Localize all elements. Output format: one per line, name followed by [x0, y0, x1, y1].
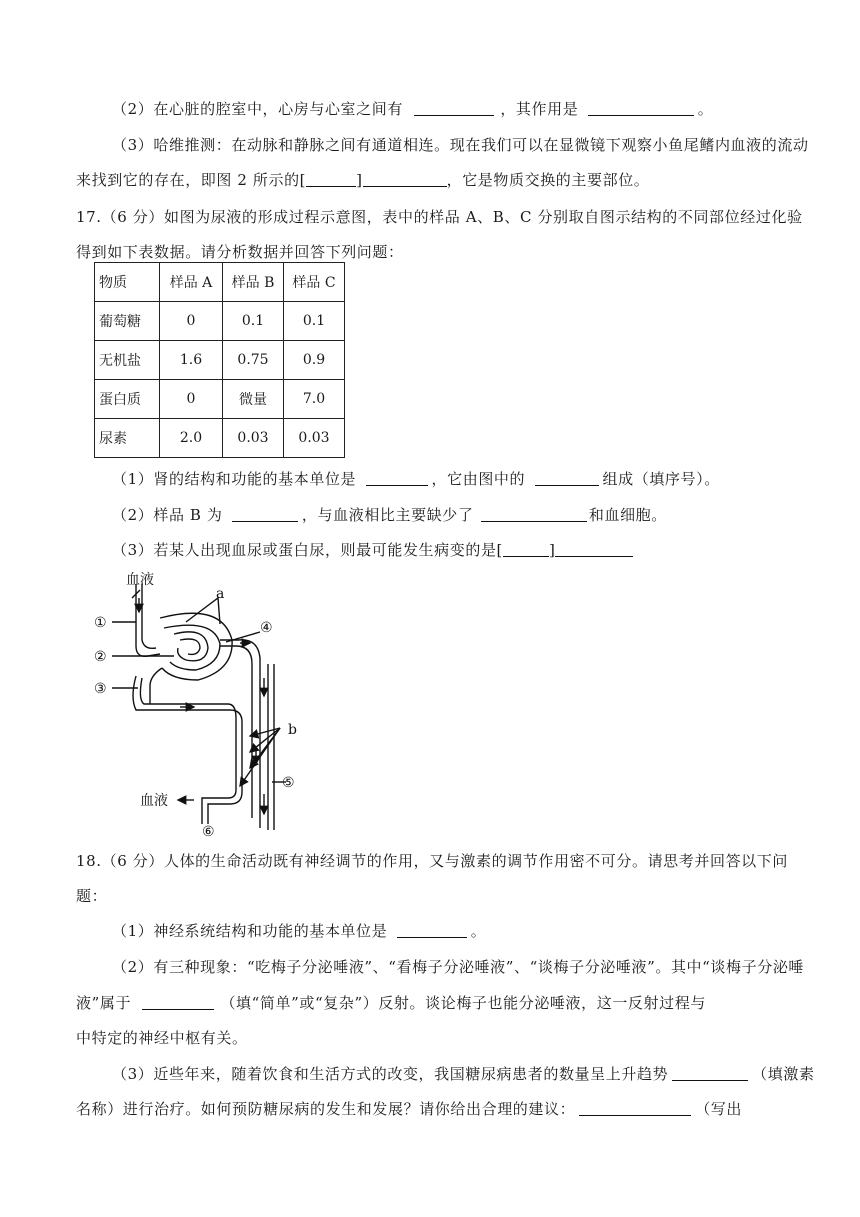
blood-in-label: 血液 — [126, 572, 154, 588]
afferent-vessel — [136, 584, 160, 656]
q18-part1: （1）神经系统结构和功能的基本单位是 。 — [112, 922, 487, 940]
label-3: ③ — [94, 681, 107, 697]
sample-data-table — [94, 262, 345, 458]
table-cell: 蛋白质 — [95, 380, 160, 419]
table-cell: 0.03 — [284, 419, 345, 458]
q16-part2: （2）在心脏的腔室中，心房与心室之间有 ，其作用是 。 — [112, 100, 714, 118]
q18-part2-line3: 中特定的神经中枢有关。 — [76, 1029, 248, 1047]
blood-out-label: 血液 — [140, 793, 168, 809]
answer-blank[interactable] — [397, 922, 467, 938]
label-6: ⑥ — [202, 824, 215, 840]
q16-part3-line2: 来找到它的存在，即图 2 所示的[ ] ，它是物质交换的主要部位。 — [76, 171, 650, 189]
table-header-cell: 物质 — [95, 263, 160, 302]
table-cell: 0.9 — [284, 341, 345, 380]
table-cell: 0.1 — [284, 302, 345, 341]
table-header-cell: 样品 B — [223, 263, 284, 302]
label-4: ④ — [260, 620, 273, 636]
answer-blank[interactable] — [481, 506, 587, 522]
answer-blank[interactable] — [306, 171, 356, 187]
table-cell: 0 — [160, 380, 223, 419]
answer-blank[interactable] — [579, 1100, 691, 1116]
glomerulus — [174, 632, 208, 661]
answer-blank[interactable] — [414, 100, 494, 116]
q17-intro-line1: 17.（6 分）如图为尿液的形成过程示意图，表中的样品 A、B、C 分别取自图示结构的不同部位经过化验 — [76, 208, 803, 226]
q18-part3-line1: （3）近些年来，随着饮食和生活方式的改变，我国糖尿病患者的数量呈上升趋势 （填激素 — [112, 1065, 815, 1083]
table-cell: 微量 — [223, 380, 284, 419]
table-header-cell: 样品 A — [160, 263, 223, 302]
nephron-diagram — [90, 568, 320, 840]
answer-blank[interactable] — [535, 470, 599, 486]
answer-blank[interactable] — [363, 171, 447, 187]
table-cell: 0.03 — [223, 419, 284, 458]
q17-part3: （3）若某人出现血尿或蛋白尿，则最可能发生病变的是[ ] — [112, 540, 633, 560]
q18-intro-line2: 题： — [76, 887, 108, 905]
table-cell: 7.0 — [284, 380, 345, 419]
label-a: a — [216, 586, 225, 602]
label-b: b — [288, 722, 297, 738]
q18-part2-line2: 液”属于 （填“简单”或“复杂”）反射。谈论梅子也能分泌唾液，这一反射过程与 — [76, 994, 706, 1012]
table-cell: 0.1 — [223, 302, 284, 341]
table-cell: 葡萄糖 — [95, 302, 160, 341]
answer-blank[interactable] — [672, 1065, 748, 1081]
q17-part1: （1）肾的结构和功能的基本单位是 ，它由图中的 组成（填序号）。 — [112, 470, 720, 488]
table-row — [95, 341, 345, 380]
table-cell: 1.6 — [160, 341, 223, 380]
q17-part2: （2）样品 B 为 ，与血液相比主要缺少了 和血细胞。 — [112, 506, 667, 524]
table-row — [95, 302, 345, 341]
table-header-cell: 样品 C — [284, 263, 345, 302]
answer-blank[interactable] — [232, 506, 298, 522]
q16-part3-line1: （3）哈维推测：在动脉和静脉之间有通道相连。现在我们可以在显微镜下观察小鱼尾鳍内血液的流动 — [112, 136, 809, 154]
label-2: ② — [94, 649, 107, 665]
table-cell: 0 — [160, 302, 223, 341]
table-row — [95, 419, 345, 458]
table-cell: 2.0 — [160, 419, 223, 458]
table-cell: 尿素 — [95, 419, 160, 458]
q18-part3-line2: 名称）进行治疗。如何预防糖尿病的发生和发展？请你给出合理的建议： （写出 — [76, 1100, 743, 1118]
answer-blank[interactable] — [555, 541, 633, 557]
answer-blank[interactable] — [366, 470, 428, 486]
table-header-row — [95, 263, 345, 302]
answer-blank[interactable] — [503, 541, 549, 557]
answer-blank[interactable] — [142, 994, 214, 1010]
table-cell: 0.75 — [223, 341, 284, 380]
q18-part2-line1: （2）有三种现象：“吃梅子分泌唾液”、“看梅子分泌唾液”、“谈梅子分泌唾液”。其中“谈梅子分泌唾 — [112, 958, 805, 976]
q17-intro-line2: 得到如下表数据。请分析数据并回答下列问题： — [76, 243, 404, 261]
label-1: ① — [94, 615, 107, 631]
table-cell: 无机盐 — [95, 341, 160, 380]
label-5: ⑤ — [282, 775, 295, 791]
table-row — [95, 380, 345, 419]
answer-blank[interactable] — [588, 100, 694, 116]
q18-intro-line1: 18.（6 分）人体的生命活动既有神经调节的作用，又与激素的调节作用密不可分。请思考并回答以下问 — [76, 852, 788, 870]
